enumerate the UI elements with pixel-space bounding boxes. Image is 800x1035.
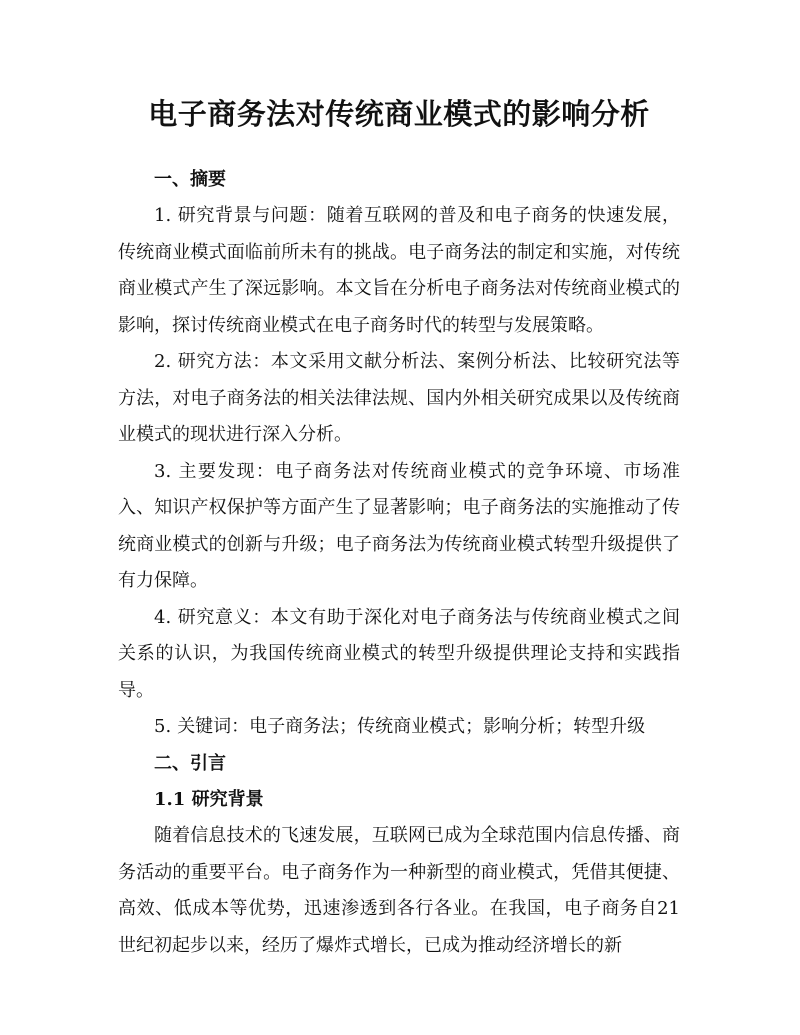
abstract-item-number: 3. — [154, 460, 172, 482]
abstract-item-text: 研究意义：本文有助于深化对电子商务法与传统商业模式之间关系的认识，为我国传统商业模式的转型升级提供理论支持和实践指导。 — [118, 606, 680, 701]
abstract-item-text: 主要发现：电子商务法对传统商业模式的竞争环境、市场准入、知识产权保护等方面产生了显著影响；电子商务法的实施推动了传统商业模式的创新与升级；电子商务法为传统商业模式转型升级提供了有力保障。 — [118, 460, 680, 591]
abstract-item — [118, 600, 680, 710]
abstract-item — [118, 198, 680, 344]
section-1-1-heading: 1.1 研究背景 — [154, 788, 264, 810]
abstract-item — [118, 344, 680, 454]
abstract-item-text: 研究方法：本文采用文献分析法、案例分析法、比较研究法等方法，对电子商务法的相关法律法规、国内外相关研究成果以及传统商业模式的现状进行深入分析。 — [118, 351, 680, 445]
abstract-item-number: 1. — [154, 205, 172, 226]
abstract-item-number: 5. — [154, 716, 172, 737]
abstract-item-number: 4. — [154, 606, 172, 628]
intro-heading: 二、引言 — [154, 752, 226, 774]
section-1-1-paragraph: 随着信息技术的飞速发展，互联网已成为全球范围内信息传播、商务活动的重要平台。电子商务作为一种新型的商业模式，凭借其便捷、高效、低成本等优势，迅速渗透到各行各业。在我国，电子商务自21世纪初起步以来，经历了爆炸式增长，已成为推动经济增长的新 — [118, 825, 680, 956]
document-title: 电子商务法对传统商业模式的影响分析 — [148, 97, 650, 131]
abstract-item-text: 研究背景与问题：随着互联网的普及和电子商务的快速发展，传统商业模式面临前所未有的挑战。电子商务法的制定和实施，对传统商业模式产生了深远影响。本文旨在分析电子商务法对传统商业模式的影响，探讨传统商业模式在电子商务时代的转型与发展策略。 — [118, 205, 680, 336]
abstract-item-number: 2. — [154, 351, 172, 372]
abstract-item — [118, 709, 680, 746]
abstract-item — [118, 454, 680, 600]
abstract-heading: 一、摘要 — [154, 169, 226, 190]
abstract-item-text: 关键词：电子商务法；传统商业模式；影响分析；转型升级 — [177, 716, 646, 737]
